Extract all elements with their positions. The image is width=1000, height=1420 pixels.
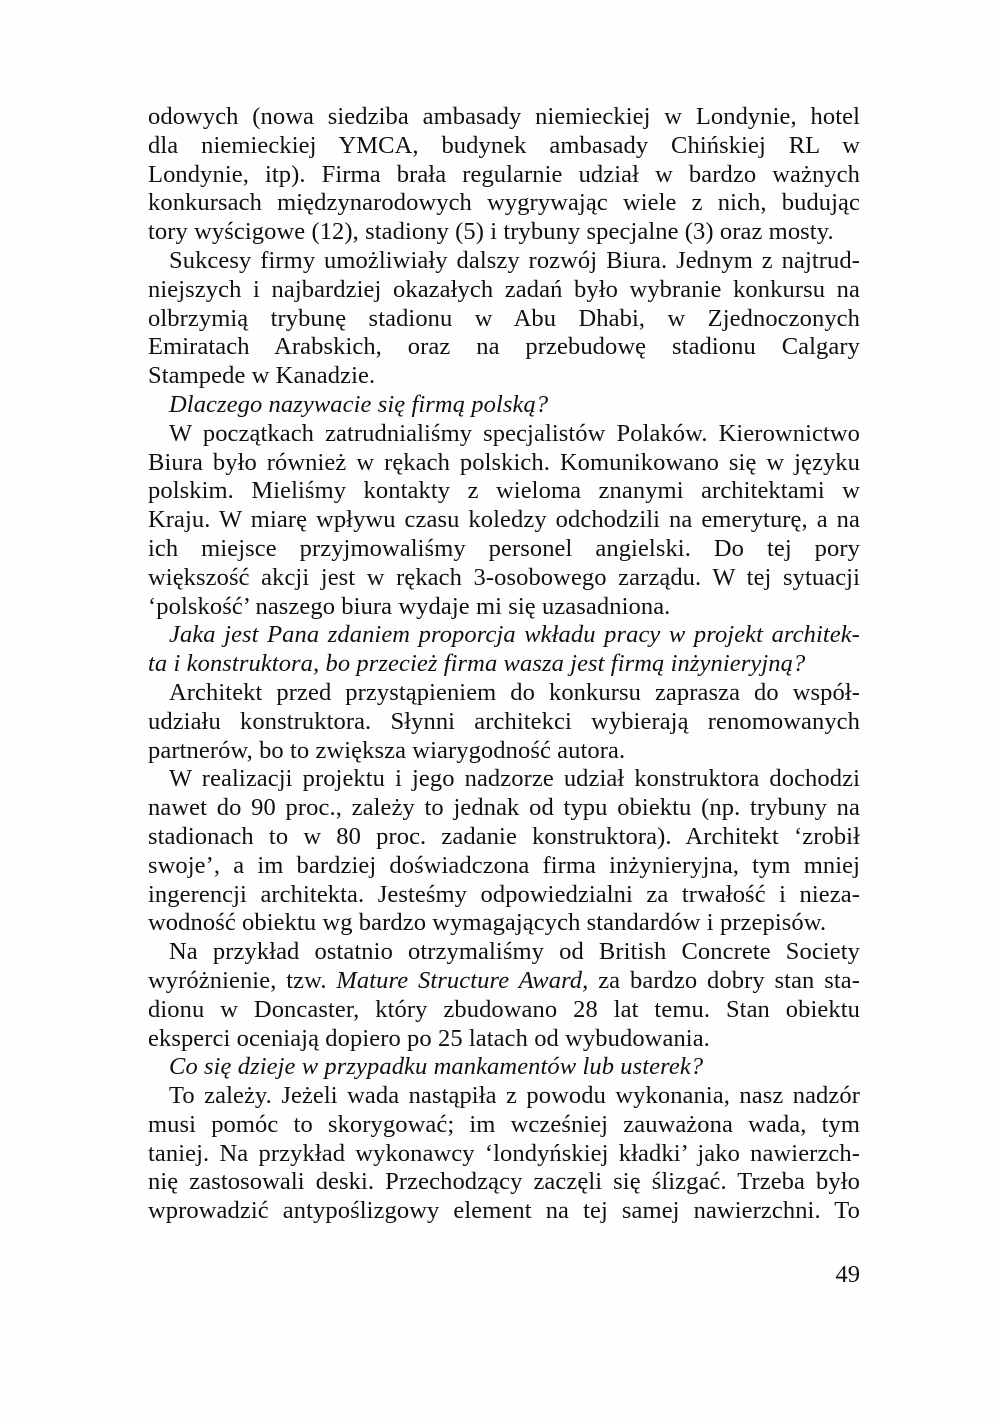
text-line: ‘polskość’ naszego biura wydaje mi się uzasadniona.	[148, 592, 671, 620]
text-segment: za bardzo dobry stan sta-	[588, 966, 860, 994]
text-line: Stampede w Kanadzie.	[148, 362, 376, 390]
text-segment: wyróżnienie, tzw.	[148, 966, 337, 994]
text-line: nawet do 90 proc., zależy to jednak od typu obiektu (np. trybuny na	[148, 794, 860, 822]
text-line: W początkach zatrudnialiśmy specjalistów Polaków. Kierownictwo	[169, 419, 860, 447]
paragraph-2	[148, 247, 860, 391]
paragraph-9-question	[148, 1053, 860, 1082]
text-line: polskim. Mieliśmy kontakty z wieloma znanymi architektami w	[148, 477, 860, 505]
text-line: tory wyścigowe (12), stadiony (5) i trybuny specjalne (3) oraz mosty.	[148, 218, 834, 246]
text-line: stadionach to w 80 proc. zadanie konstruktora). Architekt ‘zrobił	[148, 822, 860, 850]
text-line: musi pomóc to skorygować; im wcześniej zauważona wada, tym	[148, 1110, 860, 1138]
text-line: olbrzymią trybunę stadionu w Abu Dhabi, w Zjednoczonych	[148, 304, 860, 332]
text-line: To zależy. Jeżeli wada nastąpiła z powodu wykonania, nasz nadzór	[169, 1082, 860, 1110]
text-line: odowych (nowa siedziba ambasady niemieckiej w Londynie, hotel	[148, 103, 860, 130]
text-line: udziału konstruktora. Słynni architekci wybierają renomowanych	[148, 707, 860, 735]
text-line: eksperci oceniają dopiero po 25 latach od wybudowania.	[148, 1024, 710, 1052]
text-line: konkursach międzynarodowych wygrywając wiele z nich, budując	[148, 189, 860, 217]
paragraph-3-question	[148, 391, 860, 420]
paragraph-5-question	[148, 621, 860, 679]
text-line: ich miejsce przyjmowaliśmy personel angielski. Do tej pory	[148, 534, 860, 562]
text-line: większość akcji jest w rękach 3-osobowego zarządu. W tej sytuacji	[148, 563, 860, 591]
text-line: Jaka jest Pana zdaniem proporcja wkładu pracy w projekt architek-	[169, 621, 860, 649]
paragraph-10	[148, 1082, 860, 1226]
paragraph-4	[148, 420, 860, 622]
text-line: Na przykład ostatnio otrzymaliśmy od British Concrete Society	[169, 938, 860, 966]
text-line: W realizacji projektu i jego nadzorze udział konstruktora dochodzi	[169, 765, 860, 793]
text-line: niejszych i najbardziej okazałych zadań było wybranie konkursu na	[148, 275, 860, 303]
text-line: partnerów, bo to zwiększa wiarygodność autora.	[148, 736, 626, 764]
text-line: Sukcesy firmy umożliwiały dalszy rozwój Biura. Jednym z najtrud-	[169, 246, 860, 274]
text-line: ingerencji architekta. Jesteśmy odpowiedzialni za trwałość i nieza-	[148, 880, 860, 908]
text-line: nię zastosowali deski. Przechodzący zaczęli się ślizgać. Trzeba było	[148, 1168, 860, 1196]
text-line: Kraju. W miarę wpływu czasu koledzy odchodzili na emeryturę, a na	[148, 506, 860, 534]
text-line: Co się dzieje w przypadku mankamentów lub usterek?	[169, 1053, 704, 1081]
text-line	[148, 967, 860, 996]
text-line: Londynie, itp). Firma brała regularnie udział w bardzo ważnych	[148, 160, 860, 188]
text-line: Biura było również w rękach polskich. Komunikowano się w języku	[148, 448, 860, 476]
text-line: ta i konstruktora, bo przecież firma wasza jest firmą inżynieryjną?	[148, 650, 806, 678]
text-line: taniej. Na przykład wykonawcy ‘londyńskiej kładki’ jako nawierzch-	[148, 1139, 860, 1167]
text-line: Emiratach Arabskich, oraz na przebudowę stadionu Calgary	[148, 333, 860, 361]
text-line: swoje’, a im bardziej doświadczona firma inżynieryjna, tym mniej	[148, 851, 860, 879]
paragraph-6	[148, 679, 860, 765]
text-block	[148, 103, 860, 1226]
text-line: wprowadzić antypoślizgowy element na tej samej nawierzchni. To	[148, 1197, 860, 1225]
paragraph-1	[148, 103, 860, 247]
text-line: dionu w Doncaster, który zbudowano 28 lat temu. Stan obiektu	[148, 995, 860, 1023]
paragraph-7	[148, 765, 860, 938]
text-line: dla niemieckiej YMCA, budynek ambasady Chińskiej RL w	[148, 131, 860, 159]
page-number: 49	[835, 1261, 860, 1288]
paragraph-8	[148, 938, 860, 1053]
text-line: wodność obiektu wg bardzo wymagających standardów i przepisów.	[148, 909, 827, 937]
italic-text-segment: Mature Structure Award,	[336, 966, 589, 994]
text-line: Architekt przed przystąpieniem do konkursu zaprasza do współ-	[169, 678, 860, 706]
text-line: Dlaczego nazywacie się firmą polską?	[169, 390, 549, 418]
